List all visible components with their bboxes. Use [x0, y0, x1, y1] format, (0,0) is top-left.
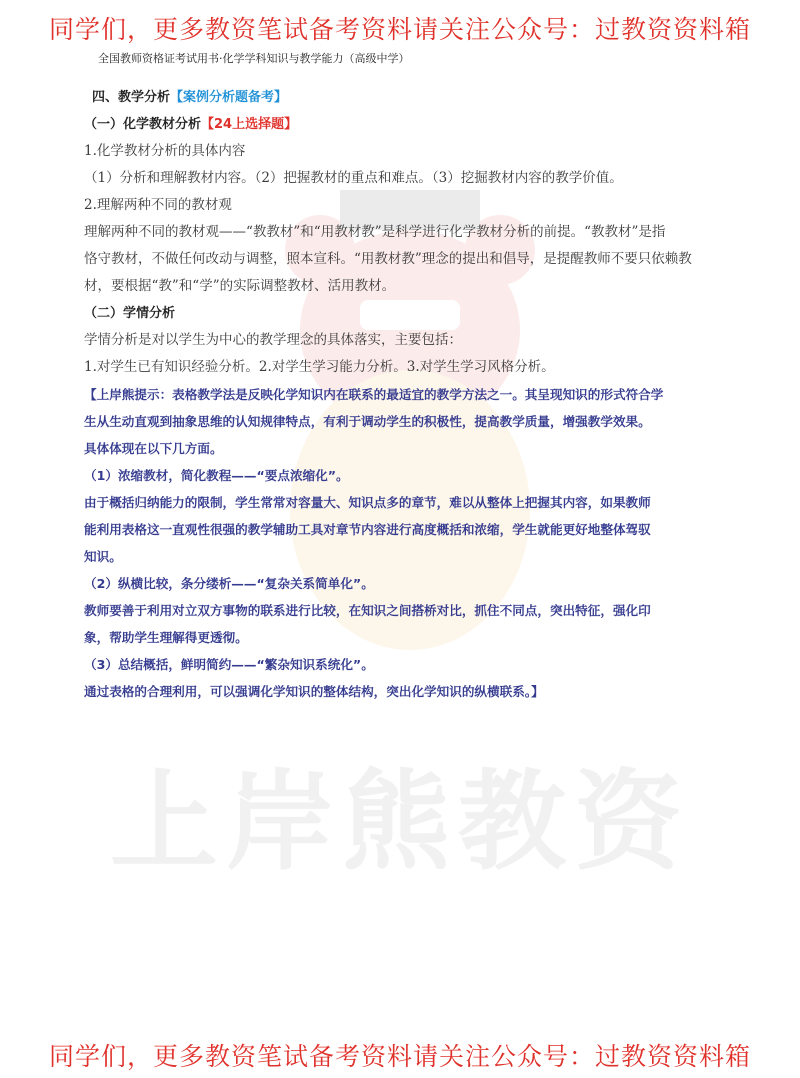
part1-item1-title: 1.化学教材分析的具体内容: [84, 143, 246, 159]
tip-line: 知识。: [84, 549, 122, 564]
section-title: 四、教学分析: [92, 90, 171, 105]
part2-intro: 学情分析是对以学生为中心的教学理念的具体落实，主要包括：: [84, 332, 462, 348]
tip-line: 生从生动直观到抽象思维的认知规律特点，有利于调动学生的积极性，提高教学质量，增强教学效果。: [84, 414, 651, 429]
tip-line: 由于概括归纳能力的限制，学生常常对容量大、知识点多的章节，难以从整体上把握其内容，如果教师: [84, 495, 651, 510]
tip-subheading: （2）纵横比较，条分缕析——“复杂关系简单化”。: [84, 576, 374, 591]
brand-watermark: 上岸熊教资: [109, 760, 690, 885]
tip-line: 能利用表格这一直观性很强的教学辅助工具对章节内容进行高度概括和浓缩，学生就能更好地整体驾驭: [84, 522, 651, 537]
tip-subheading: （3）总结概括，鲜明简约——“繁杂知识系统化”。: [84, 657, 374, 672]
tip-line: 教师要善于利用对立双方事物的联系进行比较，在知识之间搭桥对比，抓住不同点，突出特征，强化印: [84, 603, 651, 618]
tip-subheading: （1）浓缩教材，简化教程——“要点浓缩化”。: [84, 468, 349, 483]
part1-item2-title: 2.理解两种不同的教材观: [84, 197, 232, 213]
part1-item2-line: 理解两种不同的教材观——“教教材”和“用教材教”是科学进行化学教材分析的前提。“教教材”是指: [84, 224, 666, 240]
part1-item1-body: （1）分析和理解教材内容。（2）把握教材的重点和难点。（3）挖掘教材内容的教学价值。: [84, 170, 623, 186]
part1-item2-line: 材，要根据“教”和“学”的实际调整教材、活用教材。: [84, 278, 396, 294]
section-tag: 【案例分析题备考】: [170, 90, 288, 105]
tip-line: 【上岸熊提示：表格教学法是反映化学知识内在联系的最适宜的教学方法之一。其呈现知识的形式符合学: [84, 387, 664, 402]
bottom-promo-banner: 同学们，更多教资笔试备考资料请关注公众号：过教资资料箱: [48, 1042, 751, 1071]
section-heading: [84, 84, 724, 111]
top-promo-banner: 同学们，更多教资笔试备考资料请关注公众号：过教资资料箱: [48, 15, 751, 44]
part1-heading: [84, 111, 724, 138]
tip-line: 通过表格的合理利用，可以强调化学知识的整体结构，突出化学知识的纵横联系。】: [84, 684, 544, 699]
part1-item2-line: 恪守教材，不做任何改动与调整，照本宣科。“用教材教”理念的提出和倡导，是提醒教师不要只依赖教: [84, 251, 692, 267]
part1-title: （一）化学教材分析: [84, 117, 202, 132]
tip-line: 具体体现在以下几方面。: [84, 441, 223, 456]
book-running-header: 全国教师资格证考试用书·化学学科知识与教学能力（高级中学）: [98, 52, 410, 65]
part2-items: 1.对学生已有知识经验分析。2.对学生学习能力分析。3.对学生学习风格分析。: [84, 359, 555, 375]
part2-heading: （二）学情分析: [84, 306, 176, 321]
tip-line: 象，帮助学生理解得更透彻。: [84, 630, 248, 645]
document-body: [84, 84, 724, 705]
part1-tag: 【24上选择题】: [201, 117, 298, 132]
